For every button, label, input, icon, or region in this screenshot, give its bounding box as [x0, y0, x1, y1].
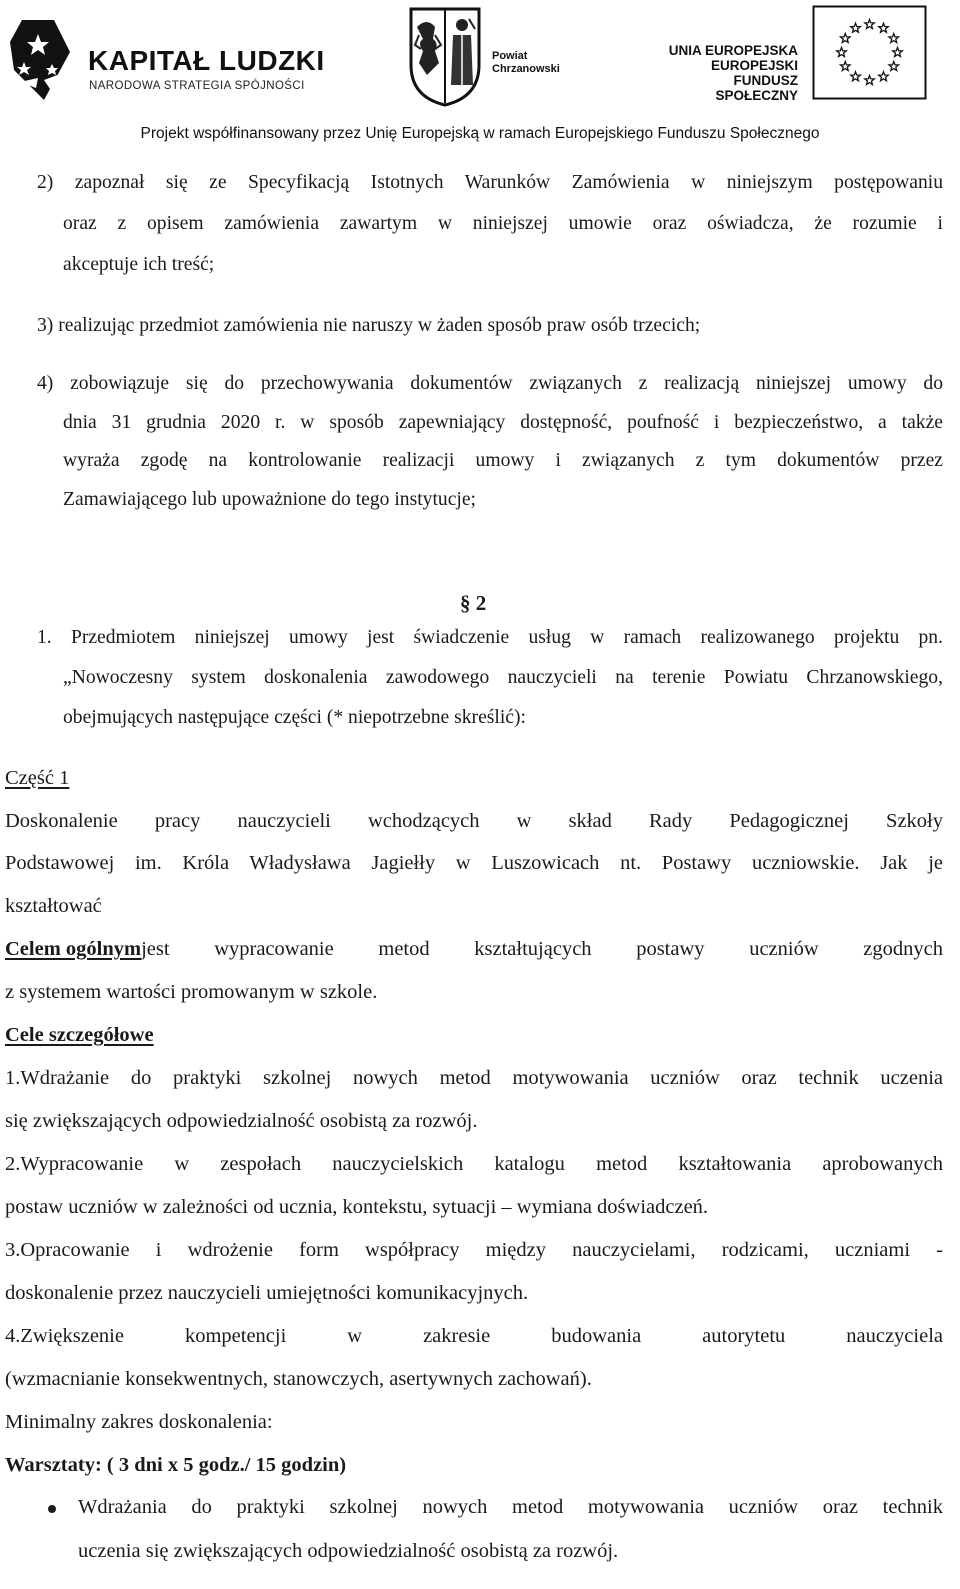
part-desc-line-1: Doskonalenie pracy nauczycieli wchodzących w skład Rady Pedagogicznej Szkoły	[5, 810, 943, 832]
part-title: Część 1	[5, 767, 70, 789]
kapital-ludzki-emblem-icon	[8, 12, 78, 104]
bullet-dot-icon	[48, 1505, 56, 1513]
intro-line-2: „Nowoczesny system doskonalenia zawodowego nauczycieli na terenie Powiatu Chrzanowskiego,	[63, 667, 943, 688]
eu-line-2: EUROPEJSKI	[710, 58, 798, 73]
point-4-line-1: 4) zobowiązuje się do przechowywania dokumentów związanych z realizacją niniejszej umowy do	[37, 373, 943, 394]
specific-goals-title: Cele szczegółowe	[5, 1024, 154, 1046]
part-desc-line-3: kształtować	[5, 895, 102, 917]
section-heading: § 2	[460, 591, 487, 615]
specific-goal-2-line-2: postaw uczniów w zależności od ucznia, kontekstu, sytuacji – wymiana doświadczeń.	[5, 1196, 709, 1218]
minimal-scope-label: Minimalny zakres doskonalenia:	[5, 1411, 273, 1433]
powiat-line-1: Powiat	[492, 50, 528, 62]
kapital-ludzki-title: KAPITAŁ LUDZKI	[88, 45, 325, 76]
intro-line-3: obejmujących następujące części (* niepotrzebne skreślić):	[63, 707, 526, 728]
kapital-ludzki-subtitle: NARODOWA STRATEGIA SPÓJNOŚCI	[89, 80, 305, 92]
powiat-line-2: Chrzanowski	[492, 63, 560, 75]
powiat-crest-icon	[405, 5, 485, 107]
project-cofinancing-line: Projekt współfinansowany przez Unię Europejską w ramach Europejskiego Funduszu Społecznego	[140, 125, 820, 142]
general-goal-line	[5, 938, 943, 961]
specific-goal-1-line-1: 1.Wdrażanie do praktyki szkolnej nowych metod motywowania uczniów oraz technik uczenia	[5, 1067, 943, 1089]
specific-goal-3-line-1: 3.Opracowanie i wdrożenie form współpracy między nauczycielami, rodzicami, uczniami -	[5, 1239, 943, 1261]
eu-line-3: FUNDUSZ SPOŁECZNY	[715, 73, 798, 103]
eu-fund-label	[648, 43, 798, 103]
workshops-label: Warsztaty: ( 3 dni x 5 godz./ 15 godzin)	[5, 1454, 347, 1476]
general-goal-line-2: z systemem wartości promowanym w szkole.	[5, 981, 378, 1003]
specific-goal-1-line-2: się zwiększających odpowiedzialność osobistą za rozwój.	[5, 1110, 478, 1132]
general-goal-text: jest wypracowanie metod kształtujących postawy uczniów zgodnych	[141, 938, 943, 960]
specific-goal-3-line-2: doskonalenie przez nauczycieli umiejętności komunikacyjnych.	[5, 1282, 529, 1304]
kapital-ludzki-logo	[8, 12, 325, 104]
general-goal-label: Celem ogólnym	[5, 938, 142, 960]
point-4-line-2: dnia 31 grudnia 2020 r. w sposób zapewniający dostępność, poufność i bezpieczeństwo, a także	[63, 412, 943, 433]
powiat-name	[492, 50, 560, 76]
point-2-line-1: 2) zapoznał się ze Specyfikacją Istotnych Warunków Zamówienia w niniejszym postępowaniu	[37, 172, 943, 193]
eu-line-1: UNIA EUROPEJSKA	[668, 43, 798, 58]
bullet-item-line-2: uczenia się zwiększających odpowiedzialność osobistą za rozwój.	[78, 1540, 619, 1562]
specific-goal-2-line-1: 2.Wypracowanie w zespołach nauczycielskich katalogu metod kształtowania aprobowanych	[5, 1153, 943, 1175]
point-2-line-2: oraz z opisem zamówienia zawartym w niniejszej umowie oraz oświadcza, że rozumie i	[63, 213, 943, 234]
point-4-line-4: Zamawiającego lub upoważnione do tego instytucje;	[63, 489, 476, 510]
bullet-item-line-1: Wdrażania do praktyki szkolnej nowych metod motywowania uczniów oraz technik	[78, 1496, 943, 1518]
part-desc-line-2: Podstawowej im. Króla Władysława Jagiełły w Luszowicach nt. Postawy uczniowskie. Jak je	[5, 852, 943, 874]
point-2-line-3: akceptuje ich treść;	[63, 254, 215, 275]
eu-flag-icon	[812, 5, 927, 100]
point-3: 3) realizując przedmiot zamówienia nie naruszy w żaden sposób praw osób trzecich;	[37, 315, 701, 336]
point-4-line-3: wyraża zgodę na kontrolowanie realizacji umowy i związanych z tym dokumentów przez	[63, 450, 943, 471]
page-header	[0, 0, 960, 150]
specific-goal-4-line-1: 4.Zwiększenie kompetencji w zakresie budowania autorytetu nauczyciela	[5, 1325, 943, 1347]
intro-line-1: 1. Przedmiotem niniejszej umowy jest świadczenie usług w ramach realizowanego projektu pn.	[37, 627, 943, 648]
specific-goal-4-line-2: (wzmacnianie konsekwentnych, stanowczych, asertywnych zachowań).	[5, 1368, 592, 1390]
